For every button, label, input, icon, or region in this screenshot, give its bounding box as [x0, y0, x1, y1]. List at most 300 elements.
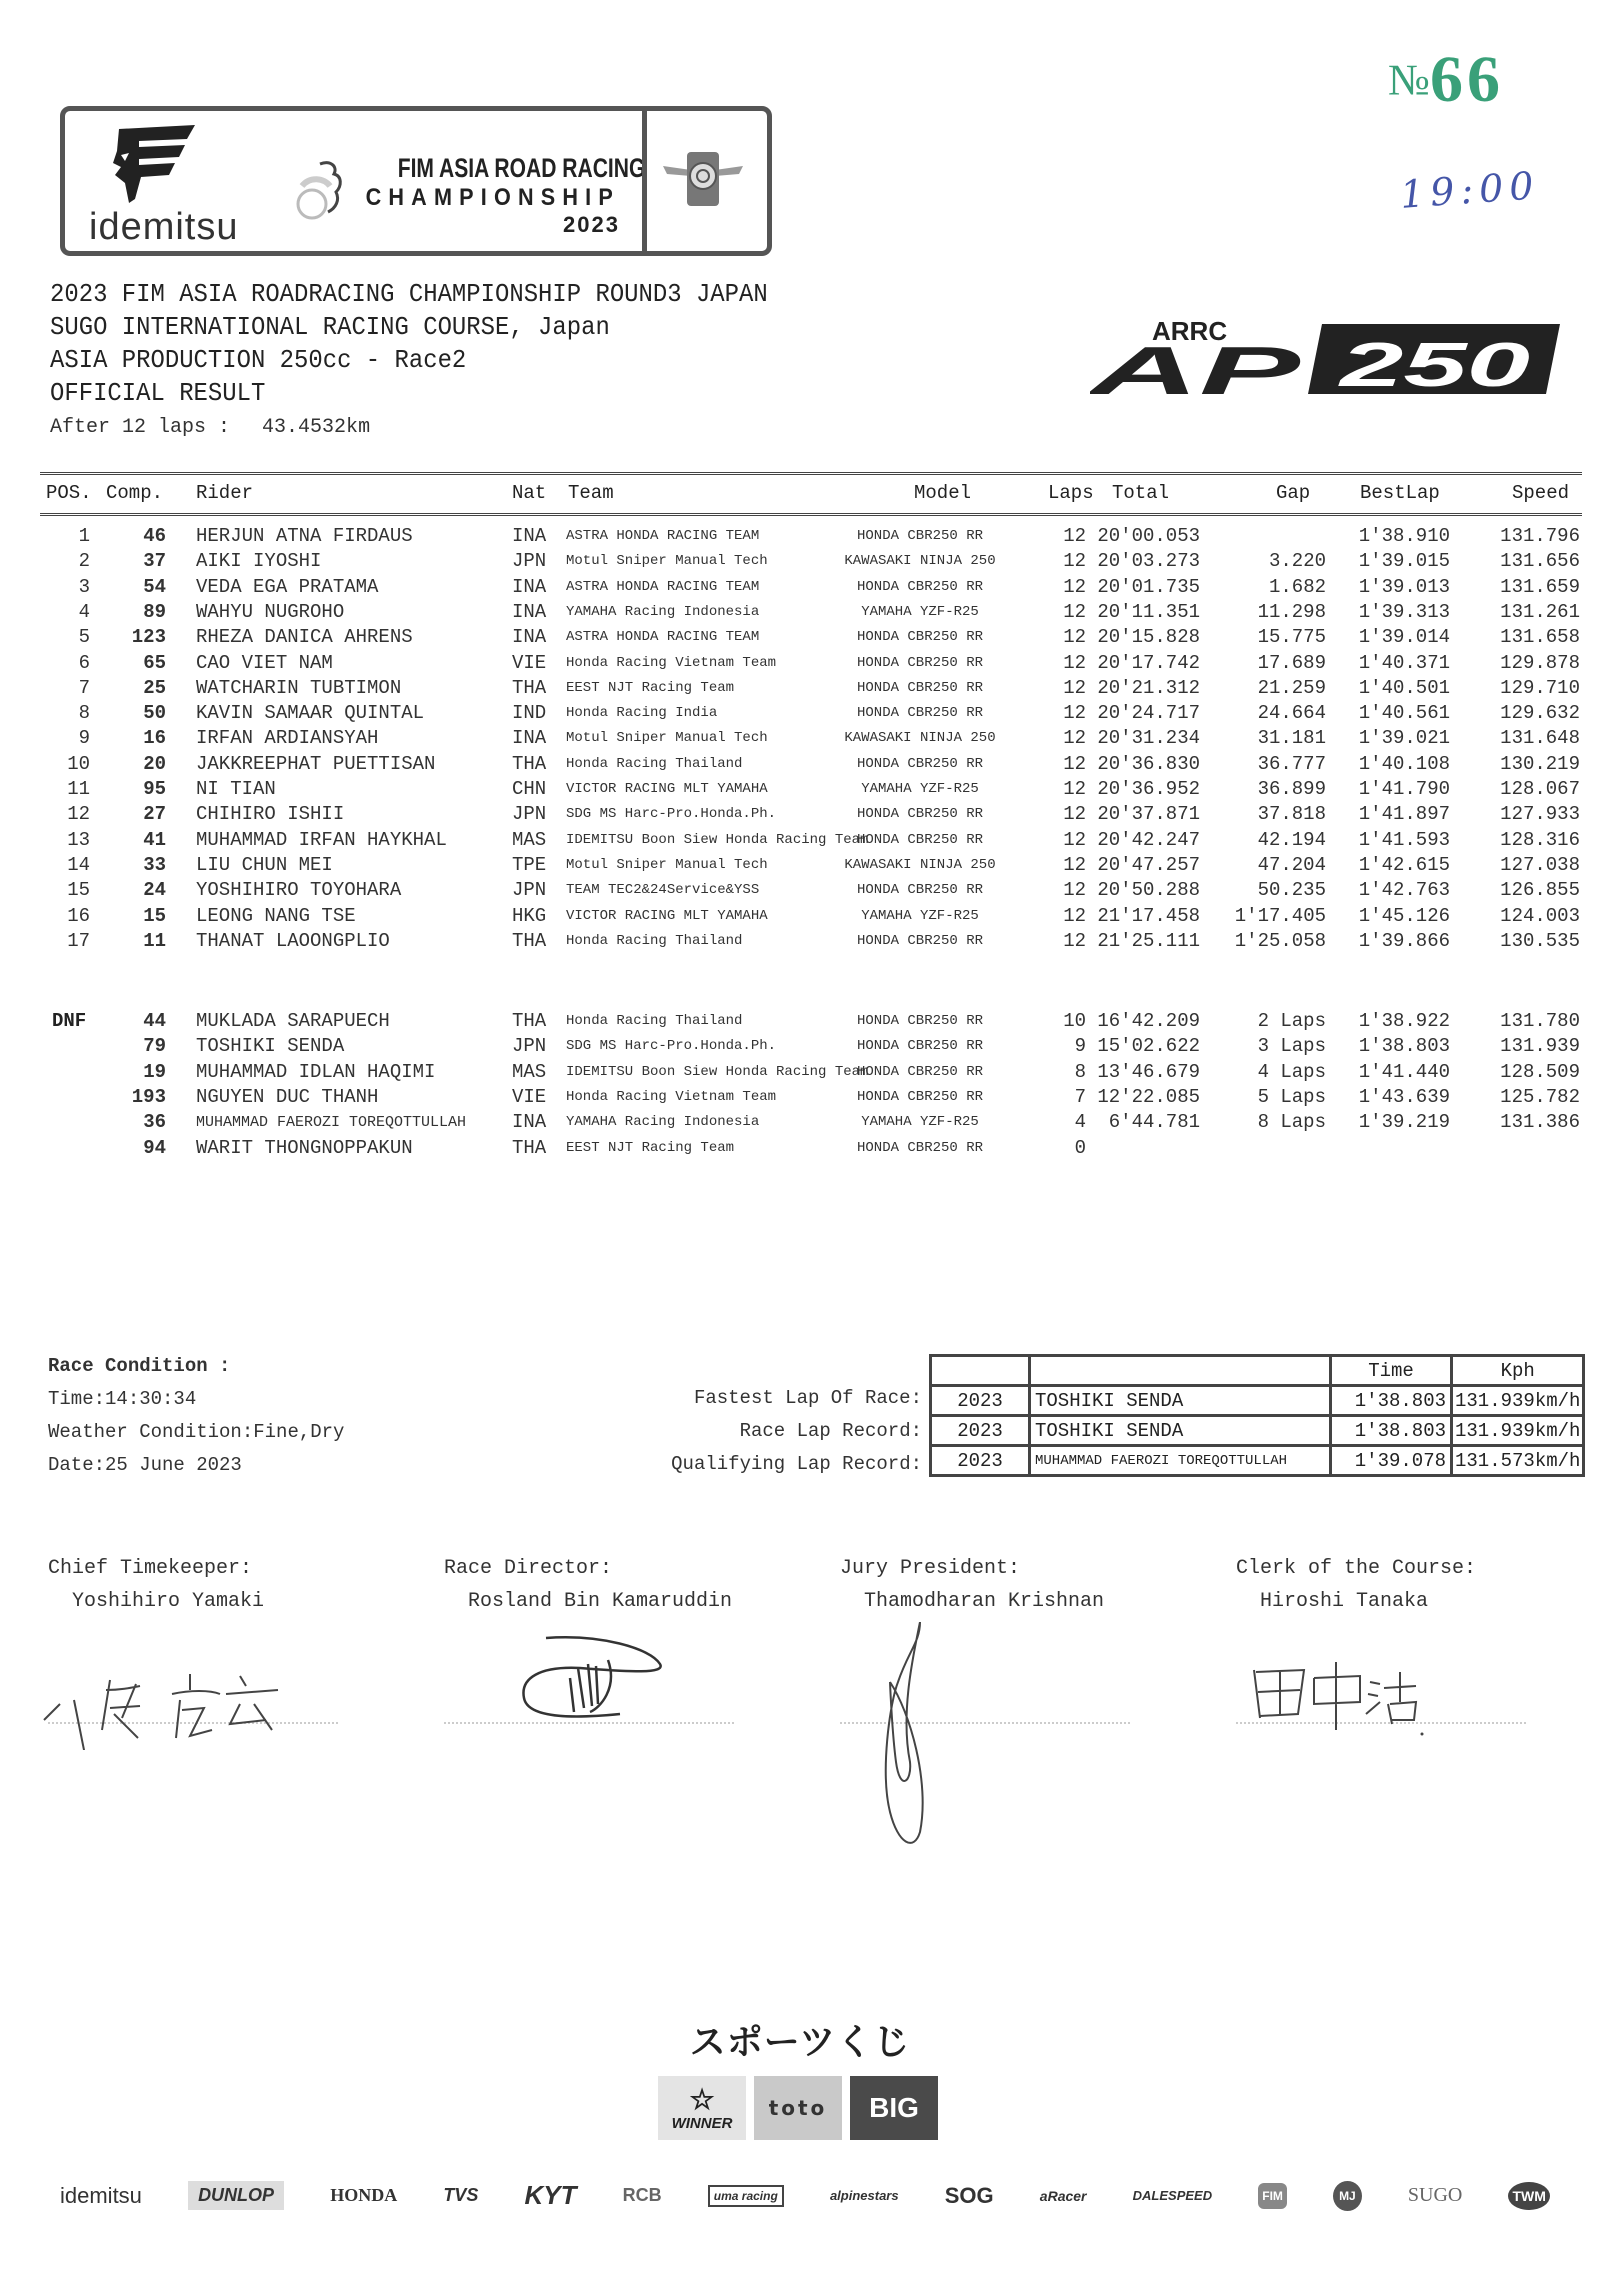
record-speed: 131.939km/h — [1452, 1416, 1584, 1446]
sponsor-logo: DUNLOP — [188, 2181, 284, 2210]
cell-gap: 2 Laps — [1257, 1010, 1326, 1032]
cell-rider: MUKLADA SARAPUECH — [196, 1010, 390, 1032]
number-sign: № — [1388, 55, 1430, 105]
cell-team: Honda Racing Vietnam Team — [566, 1088, 777, 1105]
official-name: Yoshihiro Yamaki — [72, 1590, 265, 1613]
jury-president-signature — [850, 1622, 970, 1857]
fastest-lap-label: Fastest Lap Of Race: — [693, 1387, 922, 1409]
cell-comp: 20 — [143, 752, 166, 775]
cell-rider: RHEZA DANICA AHRENS — [196, 626, 413, 649]
cell-model: HONDA CBR250 RR — [856, 755, 984, 772]
sponsor-logo: MJ — [1333, 2181, 1362, 2211]
cell-model: KAWASAKI NINJA 250 — [844, 730, 996, 747]
cell-model: HONDA CBR250 RR — [856, 679, 984, 696]
cell-nat: JPN — [512, 803, 547, 826]
cell-speed: 131.648 — [1500, 727, 1580, 750]
sponsor-logo: aRacer — [1039, 2187, 1087, 2204]
cell-gap: 11.298 — [1257, 600, 1326, 623]
cell-model: KAWASAKI NINJA 250 — [844, 856, 996, 873]
cell-nat: VIE — [512, 651, 547, 674]
cell-rider: VEDA EGA PRATAMA — [196, 575, 379, 598]
col-header-speed: Speed — [1512, 482, 1570, 504]
cell-team: Motul Sniper Manual Tech — [566, 553, 768, 570]
cell-rider: NGUYEN DUC THANH — [196, 1085, 379, 1108]
cell-best: 1'41.790 — [1358, 778, 1450, 800]
cell-speed: 131.658 — [1500, 626, 1580, 649]
cell-model: HONDA CBR250 RR — [856, 578, 984, 595]
official-role: Chief Timekeeper: — [48, 1557, 253, 1580]
race-director-signature — [480, 1628, 700, 1733]
cell-comp: 123 — [131, 626, 166, 649]
cell-speed: 131.659 — [1500, 575, 1580, 598]
cell-gap: 5 Laps — [1257, 1085, 1326, 1108]
cell-laps: 12 — [1063, 676, 1086, 699]
cell-gap: 24.664 — [1257, 702, 1326, 725]
cell-best: 1'39.014 — [1358, 626, 1450, 649]
col-header-total: Total — [1112, 482, 1170, 504]
cell-best: 1'41.593 — [1358, 828, 1450, 851]
logo-divider — [642, 111, 647, 251]
result-row — [0, 905, 1606, 930]
record-rider: TOSHIKI SENDA — [1030, 1386, 1331, 1416]
cell-speed: 128.316 — [1500, 828, 1580, 851]
official-name: Thamodharan Krishnan — [864, 1590, 1105, 1613]
cell-best: 1'40.108 — [1358, 752, 1450, 775]
cell-gap: 36.899 — [1257, 778, 1326, 800]
cell-total: 20'11.351 — [1097, 600, 1200, 623]
cell-speed: 125.782 — [1500, 1085, 1580, 1108]
result-row — [0, 1035, 1606, 1060]
cell-best: 1'40.501 — [1358, 676, 1450, 699]
toto-label: toto — [768, 2096, 828, 2120]
cell-gap: 31.181 — [1257, 727, 1326, 750]
result-row — [0, 601, 1606, 626]
race-start-time: Time:14:30:34 — [48, 1388, 197, 1410]
championship-line2: CHAMPIONSHIP — [365, 184, 620, 211]
cell-pos: 8 — [78, 702, 90, 725]
cell-team: SDG MS Harc-Pro.Honda.Ph. — [566, 1038, 777, 1055]
result-row — [0, 1137, 1606, 1162]
cell-nat: JPN — [512, 879, 547, 902]
cell-best: 1'39.013 — [1358, 575, 1450, 598]
col-header-pos: POS. — [46, 482, 92, 504]
cell-speed: 128.509 — [1500, 1060, 1580, 1083]
official-role: Jury President: — [840, 1557, 1021, 1580]
cell-gap: 47.204 — [1257, 853, 1326, 876]
cell-team: ASTRA HONDA RACING TEAM — [566, 629, 760, 646]
table-header-rule — [40, 513, 1582, 516]
cell-laps: 7 — [1074, 1085, 1086, 1108]
result-row — [0, 626, 1606, 651]
cell-rider: JAKKREEPHAT PUETTISAN — [196, 752, 436, 775]
cell-rider: HERJUN ATNA FIRDAUS — [196, 525, 413, 547]
cell-team: Honda Racing Vietnam Team — [566, 654, 777, 671]
cell-laps: 12 — [1063, 550, 1086, 573]
cell-nat: INA — [512, 1111, 547, 1134]
result-row — [0, 702, 1606, 727]
cell-rider: WAHYU NUGROHO — [196, 600, 345, 623]
sponsor-logo: SOG — [944, 2182, 994, 2208]
col-header-team: Team — [568, 482, 614, 504]
cell-speed: 126.855 — [1500, 879, 1580, 902]
cell-rider: AIKI IYOSHI — [196, 550, 322, 573]
event-title: 2023 FIM ASIA ROADRACING CHAMPIONSHIP ROUND3 JAPAN — [50, 279, 768, 309]
cell-comp: 79 — [143, 1035, 166, 1058]
cell-gap: 3 Laps — [1257, 1035, 1326, 1058]
fim-emblem-icon — [663, 146, 743, 217]
cell-rider: WARIT THONGNOPPAKUN — [196, 1136, 413, 1159]
cell-total: 20'15.828 — [1097, 626, 1200, 649]
cell-best: 1'45.126 — [1358, 904, 1450, 927]
cell-laps: 12 — [1063, 778, 1086, 800]
cell-model: HONDA CBR250 RR — [856, 1139, 984, 1156]
cell-best: 1'40.371 — [1358, 651, 1450, 674]
result-row — [0, 525, 1606, 550]
cell-speed: 124.003 — [1500, 904, 1580, 927]
cell-gap: 1'17.405 — [1234, 904, 1326, 927]
cell-comp: 24 — [143, 879, 166, 902]
arrc-logo-text: ARRC — [1152, 318, 1228, 346]
cell-pos: 1 — [78, 525, 90, 547]
sports-lottery-logo: スポーツくじ — [689, 2021, 911, 2062]
race-condition-heading: Race Condition : — [48, 1355, 231, 1377]
qualifying-lap-record-label: Qualifying Lap Record: — [671, 1453, 922, 1475]
cell-rider: YOSHIHIRO TOYOHARA — [196, 879, 402, 902]
official-clerk-of-course — [1236, 1552, 1476, 1618]
sponsor-logo: HONDA — [330, 2185, 398, 2205]
winner-tile — [658, 2076, 746, 2140]
cell-total: 20'03.273 — [1097, 550, 1200, 573]
result-row — [0, 1010, 1606, 1035]
cell-laps: 12 — [1063, 525, 1086, 547]
cell-speed: 131.261 — [1500, 600, 1580, 623]
cell-comp: 50 — [143, 702, 166, 725]
cell-pos: 17 — [67, 929, 90, 952]
race-lap-record-row — [931, 1416, 1584, 1446]
cell-nat: THA — [512, 1136, 547, 1159]
cell-pos: 3 — [78, 575, 90, 598]
cell-total: 20'21.312 — [1097, 676, 1200, 699]
cell-gap: 1.682 — [1268, 575, 1326, 598]
cell-laps: 10 — [1063, 1010, 1086, 1032]
cell-comp: 33 — [143, 853, 166, 876]
cell-rider: IRFAN ARDIANSYAH — [196, 727, 379, 750]
cell-gap: 21.259 — [1257, 676, 1326, 699]
cell-gap: 50.235 — [1257, 879, 1326, 902]
cell-comp: 65 — [143, 651, 166, 674]
cell-pos: 4 — [78, 600, 90, 623]
cell-comp: 44 — [143, 1010, 166, 1032]
championship-line1: FIM ASIA ROAD RACING — [397, 153, 646, 183]
record-time: 1'38.803 — [1331, 1386, 1452, 1416]
cell-pos: 14 — [67, 853, 90, 876]
result-row — [0, 879, 1606, 904]
sponsor-logo: SUGO — [1407, 2184, 1463, 2206]
sponsor-logo: uma racing — [708, 2185, 784, 2207]
cell-best: 1'42.615 — [1358, 853, 1450, 876]
result-row — [0, 778, 1606, 803]
cell-best: 1'42.763 — [1358, 879, 1450, 902]
cell-team: Motul Sniper Manual Tech — [566, 730, 768, 747]
cell-gap: 1'25.058 — [1234, 929, 1326, 952]
idemitsu-logo-icon — [99, 123, 199, 210]
cell-team: ASTRA HONDA RACING TEAM — [566, 528, 760, 544]
official-role: Clerk of the Course: — [1236, 1557, 1477, 1580]
cell-speed: 131.780 — [1500, 1010, 1580, 1032]
cell-model: KAWASAKI NINJA 250 — [844, 553, 996, 570]
after-laps-label: After 12 laps : — [50, 416, 231, 439]
record-rider: MUHAMMAD FAEROZI TOREQOTTULLAH — [1030, 1446, 1331, 1476]
big-label: BIG — [869, 2092, 919, 2123]
weather-condition: Weather Condition:Fine,Dry — [48, 1421, 345, 1443]
cell-rider: CAO VIET NAM — [196, 651, 333, 674]
cell-laps: 8 — [1074, 1060, 1086, 1083]
record-time: 1'39.078 — [1331, 1446, 1452, 1476]
cell-laps: 9 — [1074, 1035, 1086, 1058]
record-time: 1'38.803 — [1331, 1416, 1452, 1446]
result-row — [0, 677, 1606, 702]
cell-model: HONDA CBR250 RR — [856, 806, 984, 823]
cell-comp: 46 — [143, 525, 166, 547]
result-row — [0, 1111, 1606, 1136]
cell-comp: 95 — [143, 778, 166, 800]
handwritten-time: 19:00 — [1398, 163, 1541, 217]
sponsor-logo: DALESPEED — [1132, 2188, 1213, 2203]
cell-model: HONDA CBR250 RR — [856, 1013, 984, 1029]
cell-best: 1'38.910 — [1358, 525, 1450, 547]
cell-nat: THA — [512, 752, 547, 775]
cell-total: 15'02.622 — [1097, 1035, 1200, 1058]
sponsor-logo: TVS — [443, 2185, 479, 2205]
cell-laps: 12 — [1063, 727, 1086, 750]
cell-laps: 12 — [1063, 803, 1086, 826]
cell-speed: 127.933 — [1500, 803, 1580, 826]
cell-best: 1'39.313 — [1358, 600, 1450, 623]
cell-team: YAMAHA Racing Indonesia — [566, 603, 760, 620]
cell-laps: 12 — [1063, 853, 1086, 876]
cell-team: EEST NJT Racing Team — [566, 679, 735, 696]
document-number-stamp — [1388, 42, 1504, 118]
cell-nat: THA — [512, 929, 547, 952]
championship-year: 2023 — [563, 212, 620, 237]
cell-laps: 12 — [1063, 879, 1086, 902]
cell-total: 21'17.458 — [1097, 904, 1200, 927]
chief-timekeeper-signature — [40, 1660, 320, 1755]
cell-total: 6'44.781 — [1108, 1111, 1200, 1134]
cell-team: Honda Racing India — [566, 705, 718, 722]
cell-total: 16'42.209 — [1097, 1010, 1200, 1032]
sponsor-logo: KYT — [524, 2180, 577, 2210]
cell-comp: 25 — [143, 676, 166, 699]
official-race-director — [444, 1552, 732, 1618]
cell-best: 1'40.561 — [1358, 702, 1450, 725]
cell-team: SDG MS Harc-Pro.Honda.Ph. — [566, 806, 777, 823]
result-row — [0, 576, 1606, 601]
cell-model: HONDA CBR250 RR — [856, 1038, 984, 1055]
cell-model: YAMAHA YZF-R25 — [861, 1114, 979, 1131]
cell-team: YAMAHA Racing Indonesia — [566, 1114, 760, 1131]
cell-comp: 19 — [143, 1060, 166, 1083]
cell-model: HONDA CBR250 RR — [856, 831, 984, 848]
cell-nat: INA — [512, 626, 547, 649]
records-col-time: Time — [1331, 1356, 1452, 1386]
cell-total: 21'25.111 — [1097, 929, 1200, 952]
cell-rider: MUHAMMAD IDLAN HAQIMI — [196, 1060, 436, 1083]
col-header-nat: Nat — [512, 482, 547, 504]
cell-team: Honda Racing Thailand — [566, 1013, 743, 1029]
result-row — [0, 1086, 1606, 1111]
cell-model: HONDA CBR250 RR — [856, 654, 984, 671]
cell-total: 20'50.288 — [1097, 879, 1200, 902]
cell-model: HONDA CBR250 RR — [856, 629, 984, 646]
dnf-label: DNF — [52, 1010, 87, 1032]
cell-nat: INA — [512, 575, 547, 598]
cell-rider: MUHAMMAD FAEROZI TOREQOTTULLAH — [196, 1114, 467, 1132]
cell-rider: THANAT LAOONGPLIO — [196, 929, 390, 952]
cell-gap: 17.689 — [1257, 651, 1326, 674]
cell-gap: 8 Laps — [1257, 1111, 1326, 1134]
cell-rider: LIU CHUN MEI — [196, 853, 333, 876]
cell-nat: INA — [512, 600, 547, 623]
cell-nat: THA — [512, 676, 547, 699]
cell-speed: 129.710 — [1500, 676, 1580, 699]
sponsor-logo: RCB — [622, 2185, 662, 2205]
document-type: OFFICIAL RESULT — [50, 378, 266, 408]
cell-team: IDEMITSU Boon Siew Honda Racing Team — [566, 1063, 869, 1080]
cell-gap: 15.775 — [1257, 626, 1326, 649]
cell-pos: 16 — [67, 904, 90, 927]
cell-pos: 13 — [67, 828, 90, 851]
clerk-of-course-signature — [1250, 1658, 1450, 1743]
ap-logo-text: AP — [1090, 333, 1302, 398]
race-date: Date:25 June 2023 — [48, 1454, 242, 1476]
official-name: Rosland Bin Kamaruddin — [468, 1590, 733, 1613]
cell-pos: 12 — [67, 803, 90, 826]
cell-gap: 37.818 — [1257, 803, 1326, 826]
cell-team: IDEMITSU Boon Siew Honda Racing Team — [566, 831, 869, 848]
winner-label: WINNER — [671, 2114, 733, 2132]
cell-total: 20'00.053 — [1097, 525, 1200, 547]
result-row — [0, 930, 1606, 955]
cell-laps: 12 — [1063, 904, 1086, 927]
cell-nat: JPN — [512, 1035, 547, 1058]
cell-model: YAMAHA YZF-R25 — [861, 603, 979, 620]
record-speed: 131.939km/h — [1452, 1386, 1584, 1416]
col-header-rider: Rider — [196, 482, 254, 504]
cell-laps: 12 — [1063, 575, 1086, 598]
record-rider: TOSHIKI SENDA — [1030, 1416, 1331, 1446]
cell-best: 1'39.015 — [1358, 550, 1450, 573]
cell-comp: 36 — [143, 1111, 166, 1134]
result-row — [0, 803, 1606, 828]
cell-comp: 11 — [143, 929, 166, 952]
cell-total: 20'24.717 — [1097, 702, 1200, 725]
cell-laps: 12 — [1063, 600, 1086, 623]
cell-speed: 131.386 — [1500, 1111, 1580, 1134]
cell-nat: IND — [512, 702, 547, 725]
cell-team: VICTOR RACING MLT YAMAHA — [566, 907, 768, 924]
cell-nat: INA — [512, 727, 547, 750]
cell-laps: 12 — [1063, 929, 1086, 952]
cell-total: 20'17.742 — [1097, 651, 1200, 674]
cell-team: Honda Racing Thailand — [566, 932, 743, 949]
result-row — [0, 829, 1606, 854]
cell-team: Honda Racing Thailand — [566, 755, 743, 772]
record-year: 2023 — [931, 1416, 1030, 1446]
cell-best: 1'38.922 — [1358, 1010, 1450, 1032]
sponsor-logo: idemitsu — [60, 2182, 142, 2208]
cell-comp: 94 — [143, 1136, 166, 1159]
cell-pos: 2 — [78, 550, 90, 573]
cell-team: ASTRA HONDA RACING TEAM — [566, 578, 760, 595]
col-header-bestlap: BestLap — [1360, 482, 1440, 504]
cell-pos: 6 — [78, 651, 90, 674]
official-chief-timekeeper — [48, 1552, 264, 1618]
records-header-row — [931, 1356, 1584, 1386]
col-header-laps: Laps — [1048, 482, 1094, 504]
cell-pos: 9 — [78, 727, 90, 750]
cell-laps: 12 — [1063, 702, 1086, 725]
cell-team: VICTOR RACING MLT YAMAHA — [566, 781, 768, 797]
cell-speed: 129.632 — [1500, 702, 1580, 725]
cell-gap: 42.194 — [1257, 828, 1326, 851]
star-icon: ☆ — [689, 2083, 715, 2115]
cell-best: 1'39.866 — [1358, 929, 1450, 952]
cell-model: HONDA CBR250 RR — [856, 528, 984, 544]
record-labels — [620, 1382, 922, 1481]
cell-speed: 130.219 — [1500, 752, 1580, 775]
cell-total: 12'22.085 — [1097, 1085, 1200, 1108]
cell-model: HONDA CBR250 RR — [856, 1063, 984, 1080]
cell-laps: 12 — [1063, 828, 1086, 851]
table-top-rule — [40, 472, 1582, 475]
cell-total: 20'47.257 — [1097, 853, 1200, 876]
col-header-comp: Comp. — [106, 482, 164, 504]
cell-rider: TOSHIKI SENDA — [196, 1035, 345, 1058]
cell-pos: 10 — [67, 752, 90, 775]
result-row — [0, 1061, 1606, 1086]
cell-speed: 131.796 — [1500, 525, 1580, 547]
result-row — [0, 753, 1606, 778]
venue-title: SUGO INTERNATIONAL RACING COURSE, Japan — [50, 312, 610, 342]
cell-pos: 5 — [78, 626, 90, 649]
class-title: ASIA PRODUCTION 250cc - Race2 — [50, 345, 467, 375]
cell-gap: 3.220 — [1268, 550, 1326, 573]
cell-comp: 27 — [143, 803, 166, 826]
championship-title — [335, 153, 646, 238]
cell-best: 1'41.897 — [1358, 803, 1450, 826]
cell-best: 1'39.219 — [1358, 1111, 1450, 1134]
cell-nat: VIE — [512, 1085, 547, 1108]
cell-team: Motul Sniper Manual Tech — [566, 856, 768, 873]
col-header-model: Model — [914, 482, 972, 504]
cell-nat: MAS — [512, 1060, 547, 1083]
cell-model: HONDA CBR250 RR — [856, 705, 984, 722]
cell-speed: 130.535 — [1500, 929, 1580, 952]
cell-best: 1'41.440 — [1358, 1060, 1450, 1083]
cell-laps: 4 — [1074, 1111, 1086, 1134]
cell-rider: CHIHIRO ISHII — [196, 803, 345, 826]
cell-pos: 11 — [67, 778, 90, 800]
cell-nat: JPN — [512, 550, 547, 573]
stamp-number: 66 — [1429, 43, 1504, 116]
cell-comp: 15 — [143, 904, 166, 927]
cell-total: 13'46.679 — [1097, 1060, 1200, 1083]
cell-rider: WATCHARIN TUBTIMON — [196, 676, 402, 699]
cell-nat: MAS — [512, 828, 547, 851]
race-distance — [50, 416, 390, 439]
cell-total: 20'42.247 — [1097, 828, 1200, 851]
